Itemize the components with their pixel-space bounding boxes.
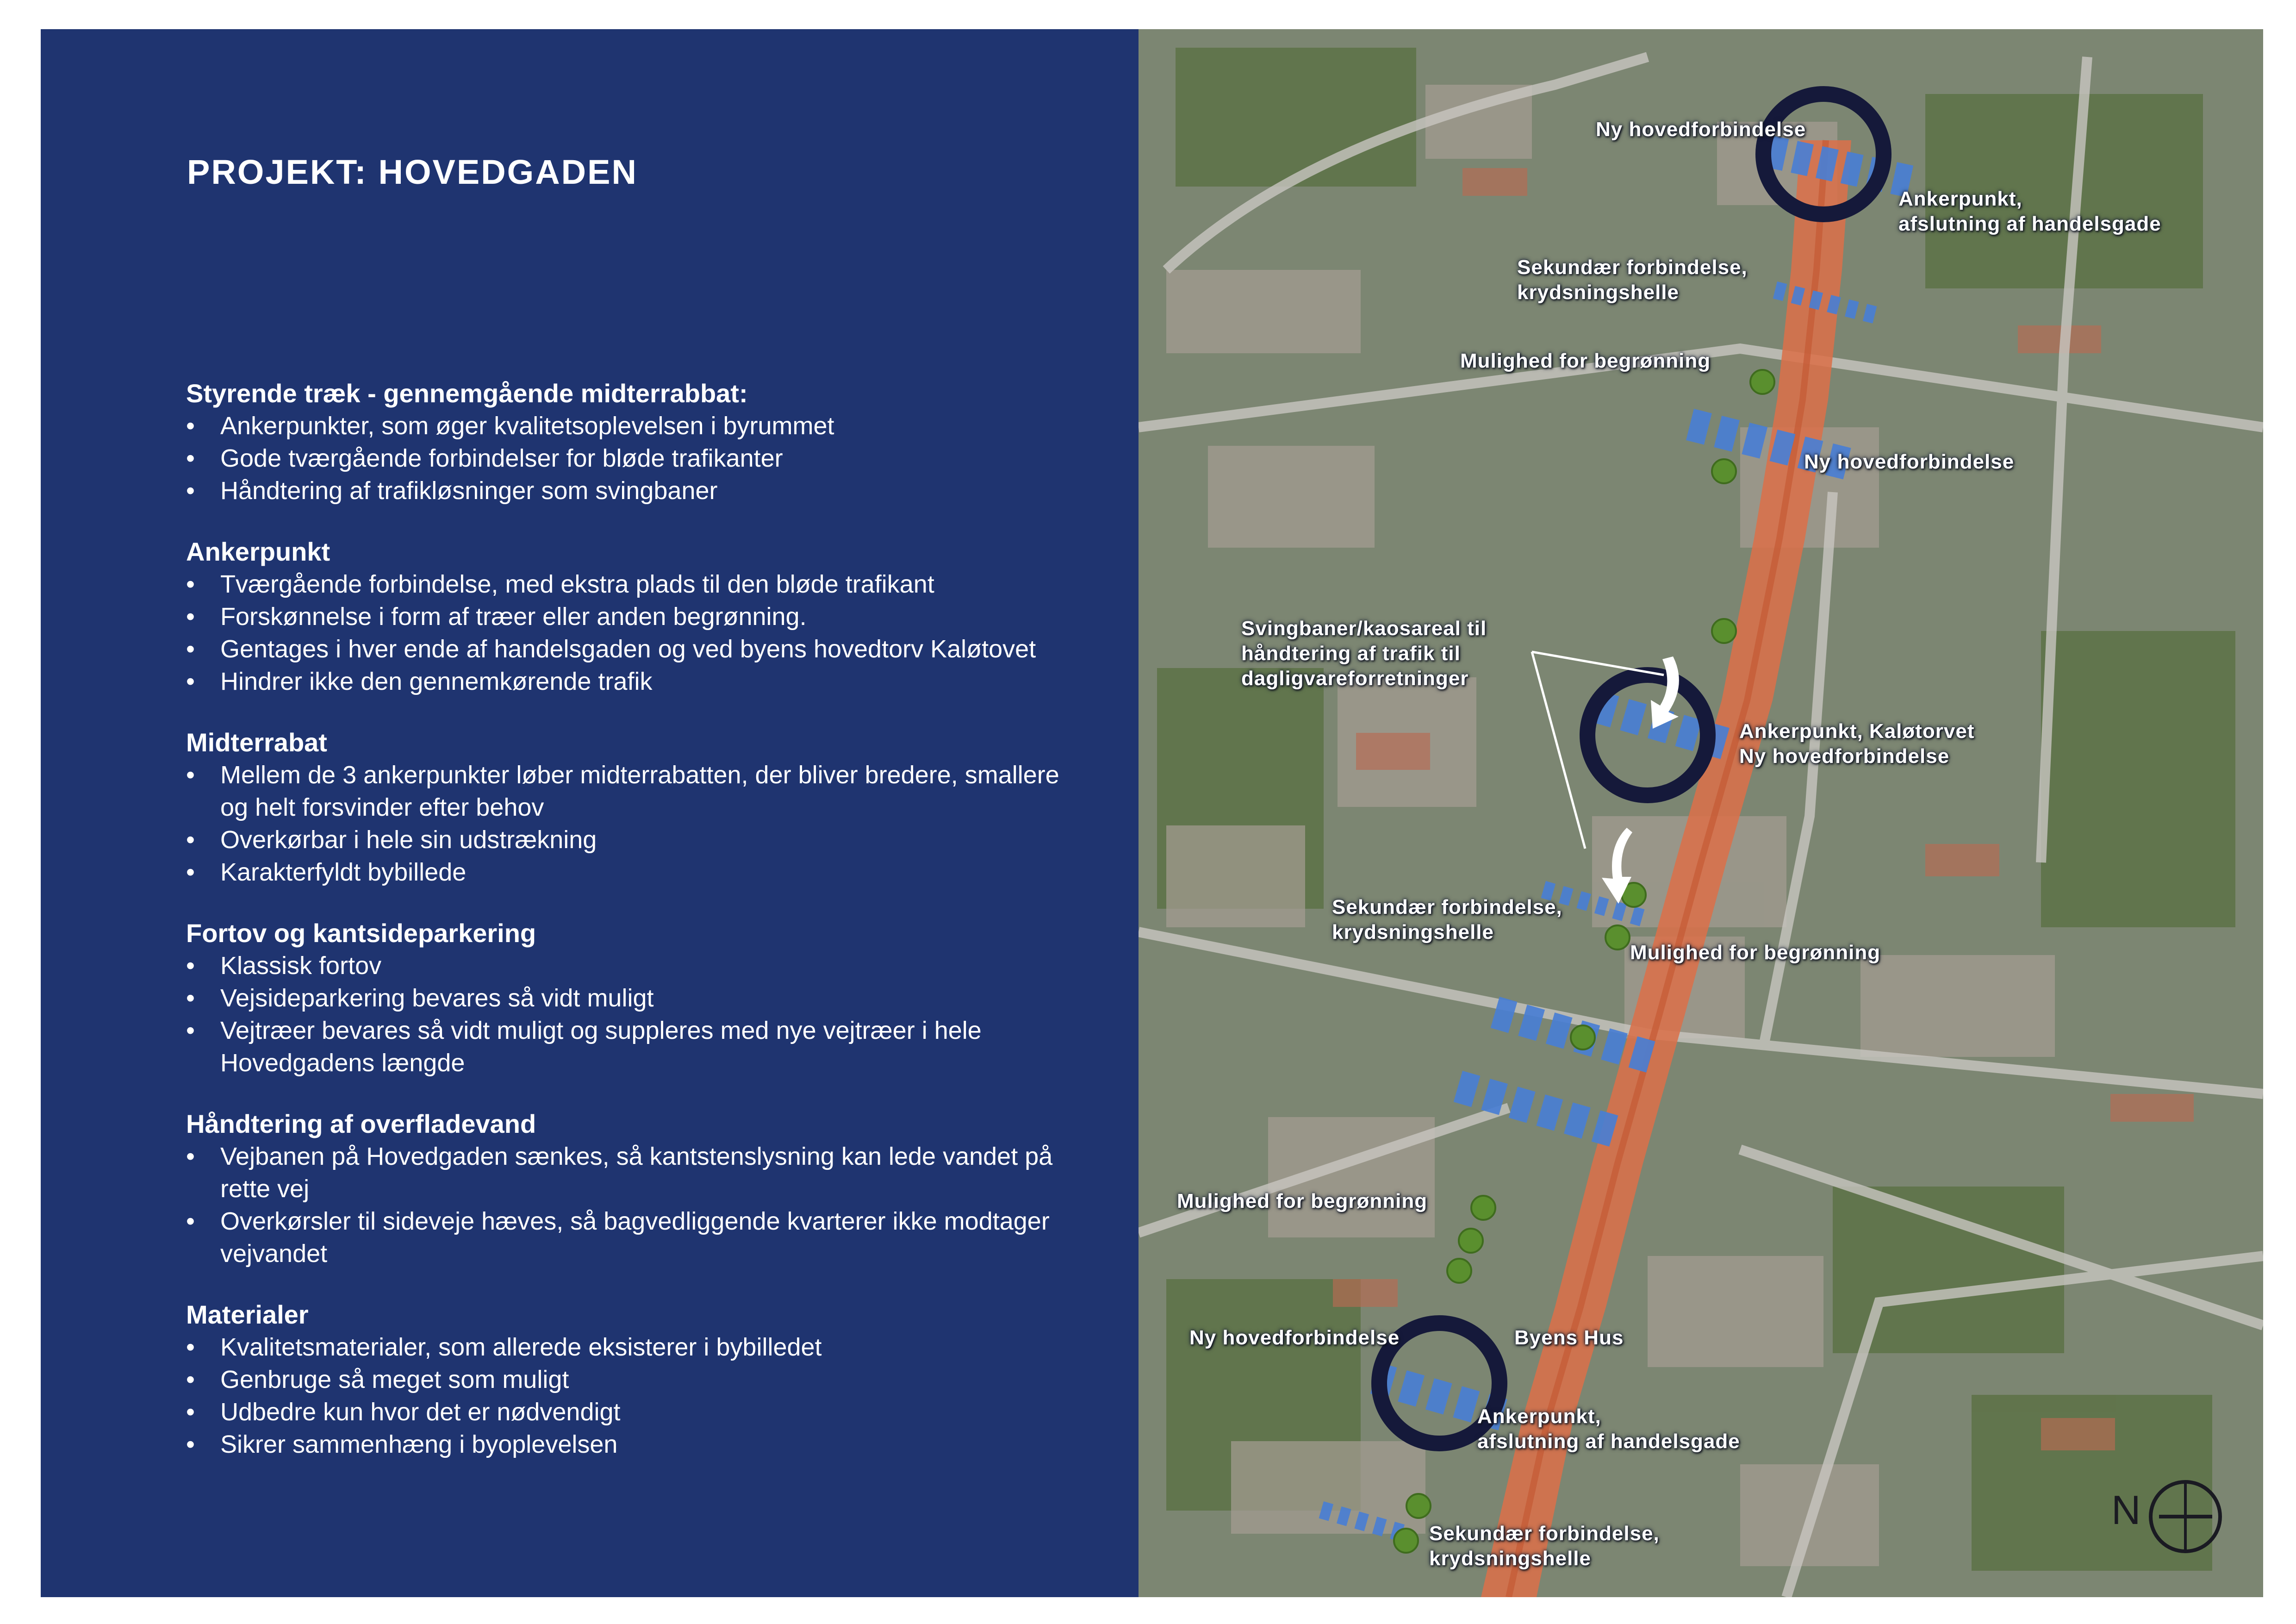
label-sekundaer-mid: Sekundær forbindelse, krydsningshelle: [1332, 896, 1562, 943]
label-mulighed-top: Mulighed for begrønning: [1460, 350, 1711, 372]
description-panel: [41, 29, 1139, 1597]
section: [186, 377, 1093, 507]
label-ny-hovedforbindelse-upper-mid: Ny hovedforbindelse: [1804, 450, 2015, 473]
section: [186, 536, 1093, 698]
bullet-item: • Mellem de 3 ankerpunkter løber midterrabatten, der bliver bredere, smallere og helt forsvinder efter behov: [186, 759, 1093, 824]
label-byens-hus: Byens Hus: [1514, 1326, 1624, 1349]
section-title: Materialer: [186, 1300, 309, 1329]
label-ankerpunkt-top: Ankerpunkt, afslutning af handelsgade: [1898, 187, 2161, 235]
north-letter: N: [2111, 1487, 2141, 1533]
bullet-item: • Overkørbar i hele sin udstrækning: [186, 824, 1093, 856]
label-mulighed-mid: Mulighed for begrønning: [1630, 941, 1881, 964]
section-title: Midterrabat: [186, 728, 327, 757]
label-ny-hovedforbindelse-top: Ny hovedforbindelse: [1596, 118, 1806, 141]
bullet-item: • Tværgående forbindelse, med ekstra plads til den bløde trafikant: [186, 568, 1093, 600]
content-sections: [186, 377, 1093, 1489]
label-sekundaer-bottom: Sekundær forbindelse, krydsningshelle: [1429, 1522, 1660, 1570]
bullet-item: • Kvalitetsmaterialer, som allerede eksisterer i bybilledet: [186, 1331, 1093, 1363]
bullet-item: • Sikrer sammenhæng i byoplevelsen: [186, 1428, 1093, 1461]
bullet-item: • Udbedre kun hvor det er nødvendigt: [186, 1396, 1093, 1428]
label-ny-hovedforbindelse-bottom: Ny hovedforbindelse: [1189, 1326, 1400, 1349]
bullet-item: • Vejbanen på Hovedgaden sænkes, så kantstenslysning kan lede vandet på rette vej: [186, 1140, 1093, 1205]
section-title: Ankerpunkt: [186, 537, 330, 566]
label-mulighed-lower: Mulighed for begrønning: [1177, 1190, 1428, 1212]
label-svingbaner: Svingbaner/kaosareal til håndtering af trafik til dagligvareforretninger: [1241, 617, 1487, 690]
page-title: PROJEKT: HOVEDGADEN: [187, 153, 638, 191]
bullet-item: • Overkørsler til sideveje hæves, så bagvedliggende kvarterer ikke modtager vejvandet: [186, 1205, 1093, 1270]
section: [186, 1108, 1093, 1270]
bullet-item: • Klassisk fortov: [186, 949, 1093, 982]
section: [186, 1299, 1093, 1461]
bullet-list: [186, 568, 1093, 698]
bullet-item: • Gode tværgående forbindelser for bløde trafikanter: [186, 442, 1093, 475]
section-title: Håndtering af overfladevand: [186, 1109, 536, 1138]
section-title: Fortov og kantsideparkering: [186, 918, 536, 948]
bullet-item: • Karakterfyldt bybillede: [186, 856, 1093, 888]
bullet-item: • Genbruge så meget som muligt: [186, 1363, 1093, 1396]
bullet-list: [186, 759, 1093, 888]
bullet-list: [186, 410, 1093, 507]
bullet-list: [186, 1140, 1093, 1270]
section: [186, 726, 1093, 888]
bullet-item: • Vejtræer bevares så vidt muligt og suppleres med nye vejtræer i hele Hovedgadens længde: [186, 1014, 1093, 1079]
section: [186, 917, 1093, 1079]
aerial-map: [1139, 29, 2263, 1597]
bullet-item: • Ankerpunkter, som øger kvalitetsoplevelsen i byrummet: [186, 410, 1093, 442]
bullet-item: • Forskønnelse i form af træer eller anden begrønning.: [186, 600, 1093, 633]
bullet-list: [186, 1331, 1093, 1461]
label-ankerpunkt-kalotorvet: Ankerpunkt, Kaløtorvet Ny hovedforbindelse: [1739, 720, 1975, 768]
bullet-item: • Håndtering af trafikløsninger som svingbaner: [186, 475, 1093, 507]
bullet-item: • Hindrer ikke den gennemkørende trafik: [186, 665, 1093, 698]
bullet-item: • Vejsideparkering bevares så vidt muligt: [186, 982, 1093, 1014]
bullet-list: [186, 949, 1093, 1079]
north-arrow: [2151, 1482, 2220, 1551]
label-ankerpunkt-bottom: Ankerpunkt, afslutning af handelsgade: [1477, 1405, 1740, 1453]
section-title: Styrende træk - gennemgående midterrabbat:: [186, 379, 748, 408]
bullet-item: • Gentages i hver ende af handelsgaden og ved byens hovedtorv Kaløtovet: [186, 633, 1093, 665]
label-sekundaer-top: Sekundær forbindelse, krydsningshelle: [1517, 256, 1748, 304]
